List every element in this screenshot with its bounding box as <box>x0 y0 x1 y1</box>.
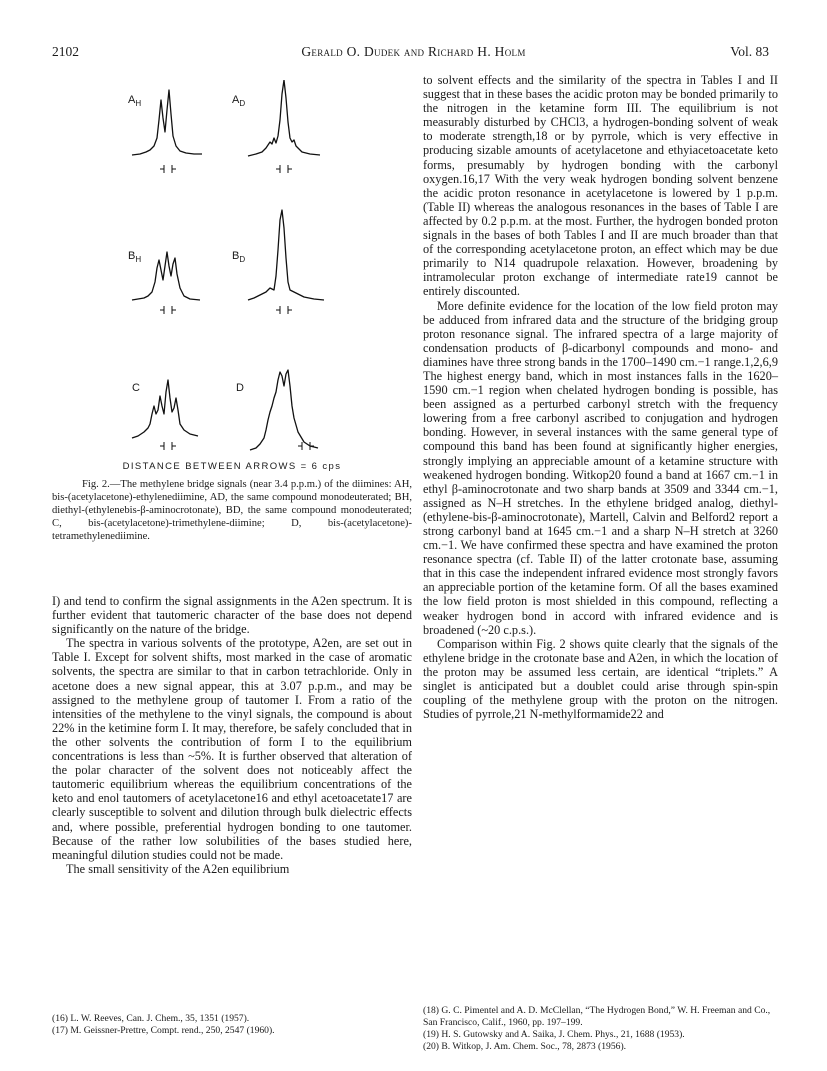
nmr-spectra-svg <box>130 80 360 465</box>
figure-caption: Fig. 2.—The methylene bridge signals (near 3.4 p.p.m.) of the diimines: AH, bis-(acetylacetone)-ethylenediimine, AD, the same compound monodeuterated; BH, diethyl-(ethylenebis-β-aminocrotonate), BD, the same compound monodeuterated; C, bis-(acetylacetone)-trimethylene-diimine; D, bis-(acetylacetone)-tetramethylenediimine. <box>52 479 412 542</box>
figure-axis-note: DISTANCE BETWEEN ARROWS = 6 cps <box>122 461 342 472</box>
page-number: 2102 <box>52 44 79 59</box>
footnote-19: (19) H. S. Gutowsky and A. Saika, J. Chem. Phys., 21, 1688 (1953). <box>423 1029 685 1040</box>
footnote-16: (16) L. W. Reeves, Can. J. Chem., 35, 1351 (1957). <box>52 1013 250 1024</box>
right-paragraph-3: Comparison within Fig. 2 shows quite clearly that the signals of the ethylene bridge in the crotonate base and A2en, in which the location of the proton may be assumed less certain, are identical “triplets.” A singlet is anticipated but a doublet could arise through spin-spin coupling of the methylene group with the proton on the nitrogen. Studies of pyrrole,21 N-methylformamide22 and <box>423 636 778 722</box>
spectrum-c <box>132 380 198 438</box>
left-column-body <box>52 594 412 876</box>
right-column-body <box>423 73 778 721</box>
footnote-18: (18) G. C. Pimentel and A. D. McClellan, “The Hydrogen Bond,” W. H. Freeman and Co., San Francisco, Calif., 1960, pp. 197–199. <box>423 1005 771 1028</box>
panel-label-ah: $A_H$ <box>128 94 142 109</box>
right-footnotes <box>423 1005 778 1053</box>
panel-label-bd: $B_D$ <box>232 250 246 265</box>
left-paragraph-2: The spectra in various solvents of the prototype, A2en, are set out in Table I. Except for solvent shifts, most marked in the case of aromatic solvents, the spectra are similar to that in carbon tetrachloride. Only in acetone does a new signal appear, this at 3.07 p.p.m., and may be assigned to the methylene group of tautomer I. From a ratio of the intensities of the methylene to the vinyl signals, the compound is about 22% in the ketimine form I. It may, therefore, be safely concluded that in the other solvents the contribution of form I to the equilibrium concentrations is less than ~5%. It is further observed that alteration of the polar character of the solvent does not noticeably affect the tautomeric equilibrium whereas the equilibrium concentrations of the keto and enol tautomers of acetylacetone16 and ethyl acetoacetate17 are clearly susceptible to solvent and dilution through bulk dielectric effects and, where possible, preferential hydrogen bonding to one tautomer. Because of the rather low solubilities of the bases studied here, meaningful dilution studies could not be made. <box>52 636 412 862</box>
running-head-authors: Gerald O. Dudek and Richard H. Holm <box>301 44 526 59</box>
panel-label-ad: $A_D$ <box>232 94 246 109</box>
footnote-17: (17) M. Geissner-Prettre, Compt. rend., 250, 2547 (1960). <box>52 1025 275 1036</box>
spectrum-bh <box>132 252 200 300</box>
right-paragraph-2: More definite evidence for the location of the low field proton may be adduced from infrared data and the structure of the bridging group proton resonance signal. The infrared spectra of a large majority of condensation products of β-dicarbonyl compounds and mono- and diamines have three strong bands in the 1700–1490 cm.−1 range.1,2,6,9 The highest energy band, which in most instances falls in the 1620–1590 cm.−1 region when chelated hydrogen bonding is possible, has been assigned as a perturbed carbonyl stretch with the frequency lowering from a free carbonyl ascribed to conjugation and hydrogen bonding. However, in several instances with the same general type of compound this band has been found at significantly higher energies, strongly implying an appreciable amount of a ketamine structure with weakened hydrogen bonding. Witkop20 found a band at 1667 cm.−1 in ethyl β-aminocrotonate and two sharp bands at 3509 and 3344 cm.−1, assigned as N–H stretches. In the ethylene bridged analog, diethyl-(ethylene-bis-β-aminocrotonate), Martell, Calvin and Belford2 report a strong carbonyl band at 1645 cm.−1 and a sharp N–H stretch at 3260 cm.−1. We have confirmed these spectra and have examined the proton resonance spectra (cf. Table II) of the latter crotonate base, assuming that in this case the independent infrared evidence most strongly favors an appreciable portion of the ketamine form. Of all the bases examined the low field proton is most shielded in this compound, reflecting a weaker hydrogen bond in accord with infrared evidence and is broadened (~20 c.p.s.). <box>423 298 778 637</box>
footnote-20: (20) B. Witkop, J. Am. Chem. Soc., 78, 2873 (1956). <box>423 1041 627 1052</box>
panel-label-c: C <box>132 382 140 394</box>
nmr-spectra-figure <box>130 80 360 465</box>
panel-label-d: D <box>236 382 244 394</box>
left-paragraph-1: I) and tend to confirm the signal assignments in the A2en spectrum. It is further evident that tautomeric character of the base does not depend significantly on the nature of the bridge. <box>52 594 412 637</box>
spectrum-ad <box>248 80 320 156</box>
spectrum-ah <box>132 90 202 155</box>
right-paragraph-1: to solvent effects and the similarity of the spectra in Tables I and II suggest that in these bases the acidic proton may be bonded primarily to the nitrogen in the ketamine form III. The equilibrium is not measurably disturbed by CHCl3, a hydrogen-bonding solvent of weak to moderate strength,18 or by pyrrole, which is very effective in producing sizable amounts of acetylacetone and ethyiacetoacetate keto forms, presumably by hydrogen bonding with the carbonyl oxygen.16,17 With the very weak hydrogen bonding solvent benzene the acidic proton resonance in acetylacetone is lowered by 1 p.p.m. (Table II) whereas the analogous resonances in the bases of Table I are affected by 0.2 p.p.m. at the most. Further, the hydrogen bonded proton signals in the bases of both Tables I and II are much broader than that of the corresponding acetylacetone proton, an effect which may be due primarily to N14 quadrupole relaxation. However, broadening by intramolecular proton exchange of intermediate rate19 cannot be entirely discounted. <box>423 73 778 299</box>
left-paragraph-3: The small sensitivity of the A2en equilibrium <box>66 861 290 876</box>
volume-label: Vol. 83 <box>730 44 769 59</box>
spectrum-bd <box>248 210 324 300</box>
spectrum-d <box>250 370 318 450</box>
panel-label-bh: $B_H$ <box>128 250 142 265</box>
left-footnotes <box>52 1013 412 1037</box>
